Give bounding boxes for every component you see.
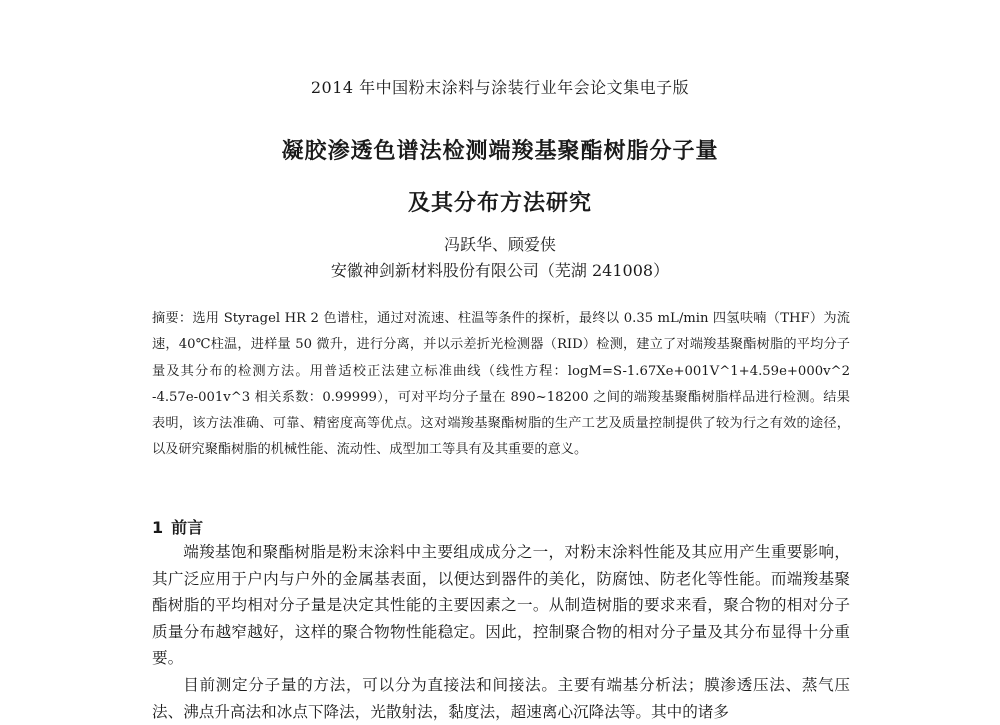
section-heading [152, 515, 211, 538]
paragraph: 端羧基饱和聚酯树脂是粉末涂料中主要组成成分之一，对粉末涂料性能及其应用产生重要影响，其广泛应用于户内与户外的金属基表面，以便达到器件的美化，防腐蚀、防老化等性能。而端羧基聚酯树脂的平均相对分子量是决定其性能的主要因素之一。从制造树脂的要求来看，聚合物的相对分子质量分布越窄越好，这样的聚合物物性能稳定。因此，控制聚合物的相对分子量及其分布显得十分重要。 [152, 543, 850, 668]
abstract-label: 摘要： [152, 311, 193, 326]
paper-title-line-2: 及其分布方法研究 [407, 191, 592, 216]
section-title: 前言 [171, 518, 204, 537]
abstract-text: 选用 Styragel HR 2 色谱柱，通过对流速、柱温等条件的探析，最终以 0.35 mL/min 四氢呋喃（THF）为流速，40℃柱温，进样量 50 微升，进行分离，并以示差折光检测器（RID）检测，建立了对端羧基聚酯树脂的平均分子量及其分布的检测方法。用普适校正法建立标准曲线（线性方程：logM=S-1.67Xe+001V^1+4.59e+000v^2 -4.57e-001v^3 相关系数：0.99999），可对平均分子量在 890~18200 之间的端羧基聚酯树脂样品进行检测。结果表明，该方法准确、可靠、精密度高等优点。这对端羧基聚酯树脂的生产工艺及质量控制提供了较为行之有效的途径，以及研究聚酯树脂的机械性能、流动性、成型加工等具有及其重要的意义。 [152, 311, 850, 458]
authors: 冯跃华、顾爱侠 [443, 235, 556, 254]
paper-title-line-1: 凝胶渗透色谱法检测端羧基聚酯树脂分子量 [281, 139, 719, 164]
proceedings-header: 2014 年中国粉末涂料与涂装行业年会论文集电子版 [310, 78, 690, 97]
affiliation: 安徽神剑新材料股份有限公司（芜湖 241008） [330, 261, 670, 280]
section-body [152, 539, 850, 725]
paragraph: 目前测定分子量的方法，可以分为直接法和间接法。主要有端基分析法；膜渗透压法、蒸气压法、沸点升高法和冰点下降法，光散射法，黏度法，超速离心沉降法等。其中的诸多 [152, 675, 850, 721]
abstract [152, 306, 850, 464]
section-number: 1 [152, 518, 164, 537]
